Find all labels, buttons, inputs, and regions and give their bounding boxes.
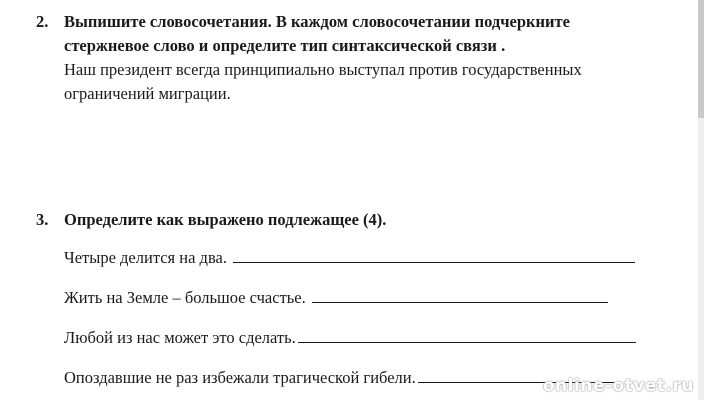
task-2-sentence-line-1: Наш президент всегда принципиально выступал против государственных — [64, 60, 582, 79]
task-3-item-4-text: Опоздавшие не раз избежали трагической гибели. — [64, 368, 416, 387]
task-2-title-line-1: Выпишите словосочетания. В каждом словосочетании подчеркните — [64, 12, 570, 31]
task-3-item-3 — [64, 327, 636, 348]
answer-blank-3[interactable] — [298, 327, 636, 343]
task-3-item-2 — [64, 287, 608, 308]
task-3-item-1 — [64, 247, 635, 268]
task-2-title-line-2: стержневое слово и определите тип синтаксической связи . — [64, 36, 506, 55]
task-3-item-3-text: Любой из нас может это сделать. — [64, 328, 296, 347]
task-2-number: 2. — [36, 12, 49, 31]
task-3-item-4 — [64, 367, 614, 388]
watermark: online-otvet.ru — [542, 376, 694, 396]
answer-blank-1[interactable] — [233, 247, 635, 263]
scrollbar-thumb[interactable] — [698, 0, 704, 118]
answer-blank-2[interactable] — [312, 287, 608, 303]
task-3-item-2-text: Жить на Земле – большое счастье. — [64, 288, 306, 307]
task-2-body — [64, 10, 664, 106]
task-3-title: Определите как выражено подлежащее (4). — [64, 210, 387, 229]
scrollbar[interactable] — [698, 0, 704, 400]
task-3-body — [64, 208, 664, 232]
task-3-item-1-text: Четыре делится на два. — [64, 248, 227, 267]
task-3-number: 3. — [36, 210, 49, 229]
task-2-sentence-line-2: ограничений миграции. — [64, 84, 231, 103]
